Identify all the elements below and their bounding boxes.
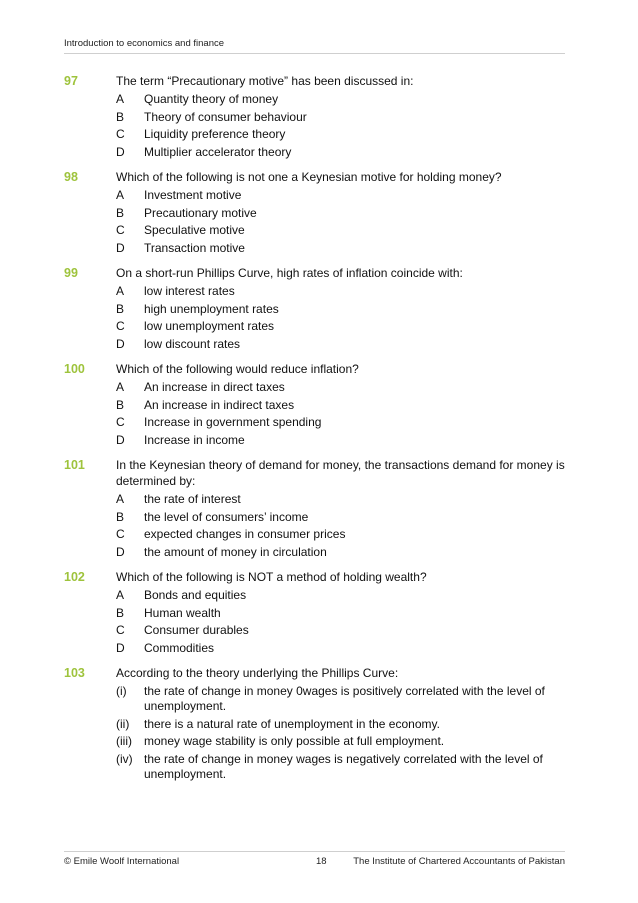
option-text: Consumer durables [144,623,249,637]
option-label: C [116,623,125,637]
option-label: B [116,205,125,220]
header-divider [64,53,565,54]
question-text: Which of the following is NOT a method of holding wealth? [116,570,427,584]
option-b [116,606,565,621]
option-b [116,110,565,125]
option-label: A [116,588,125,602]
question-number: 98 [64,170,78,184]
option-b [116,398,565,413]
question-list [64,73,565,784]
question-100 [64,361,565,448]
option-c [116,527,565,542]
statement-iv [116,752,565,782]
option-text: Transaction motive [144,240,245,255]
question-text: Which of the following would reduce inflation? [116,362,359,376]
option-d [116,433,565,448]
question-text: Which of the following is not one a Keynesian motive for holding money? [116,170,502,184]
option-label: D [116,432,125,447]
option-text: Theory of consumer behaviour [144,109,307,124]
option-label: A [116,380,125,394]
option-b [116,302,565,317]
option-label: A [116,284,125,298]
question-97 [64,73,565,160]
option-a [116,492,565,507]
option-text: Bonds and equities [144,588,247,602]
statement-ii [116,717,565,732]
footer-divider [64,851,565,852]
option-label: D [116,640,125,655]
option-text: Liquidity preference theory [144,127,286,141]
page-number: 18 [316,856,327,867]
option-a [116,284,565,299]
option-d [116,545,565,560]
question-98 [64,169,565,256]
option-label: C [116,415,125,429]
footer-publisher: The Institute of Chartered Accountants of Pakistan [353,856,565,867]
option-label: B [116,509,125,524]
option-label: B [116,109,125,124]
statement-iii [116,734,565,749]
option-text: Human wealth [144,605,221,620]
option-label: D [116,240,125,255]
option-a [116,92,565,107]
statement-text: the rate of change in money 0wages is positively correlated with the level of unemployment. [144,684,545,713]
option-label: D [116,544,125,559]
statement-label: (ii) [116,716,130,731]
option-label: C [116,127,125,141]
question-101 [64,457,565,560]
option-text: Commodities [144,640,215,655]
footer-copyright: © Emile Woolf International [64,856,180,867]
option-text: Increase in income [144,432,245,447]
option-label: D [116,336,125,351]
statement-label: (iii) [116,734,132,748]
question-103 [64,665,565,782]
option-text: Precautionary motive [144,205,257,220]
option-text: Speculative motive [144,223,245,237]
option-label: A [116,188,125,202]
option-c [116,319,565,334]
running-header: Introduction to economics and finance [64,38,225,49]
question-number: 97 [64,74,78,88]
option-text: low interest rates [144,284,235,298]
option-d [116,337,565,352]
option-a [116,380,565,395]
question-number: 101 [64,458,85,472]
option-text: Quantity theory of money [144,92,279,106]
option-label: B [116,397,125,412]
statement-text: there is a natural rate of unemployment in the economy. [144,716,440,731]
option-text: Multiplier accelerator theory [144,144,292,159]
statement-label: (iv) [116,751,133,766]
statement-i [116,684,565,714]
option-c [116,623,565,638]
option-label: A [116,92,125,106]
option-label: B [116,301,125,316]
option-c [116,223,565,238]
option-a [116,188,565,203]
option-label: B [116,605,125,620]
option-b [116,510,565,525]
option-text: low discount rates [144,336,241,351]
question-text: On a short-run Phillips Curve, high rates of inflation coincide with: [116,266,463,280]
option-label: C [116,223,125,237]
statement-label: (i) [116,684,127,698]
option-label: A [116,492,125,506]
option-text: the amount of money in circulation [144,544,327,559]
question-text: In the Keynesian theory of demand for money, the transactions demand for money is determined by: [116,458,565,488]
option-text: the level of consumers’ income [144,509,309,524]
option-text: expected changes in consumer prices [144,527,346,541]
option-d [116,145,565,160]
question-number: 99 [64,266,78,280]
option-text: Increase in government spending [144,415,322,429]
option-b [116,206,565,221]
option-text: low unemployment rates [144,319,275,333]
statement-text: the rate of change in money wages is negatively correlated with the level of unemployment. [144,751,543,781]
option-label: C [116,319,125,333]
question-text: The term “Precautionary motive” has been discussed in: [116,74,414,88]
option-text: An increase in direct taxes [144,380,285,394]
option-text: Investment motive [144,188,242,202]
question-102 [64,569,565,656]
option-label: C [116,527,125,541]
question-number: 100 [64,362,85,376]
option-c [116,127,565,142]
option-text: high unemployment rates [144,301,279,316]
question-number: 103 [64,666,85,680]
option-text: the rate of interest [144,492,241,506]
question-number: 102 [64,570,85,584]
option-a [116,588,565,603]
question-text: According to the theory underlying the Phillips Curve: [116,666,399,680]
running-footer [64,856,565,870]
option-label: D [116,144,125,159]
option-c [116,415,565,430]
option-d [116,641,565,656]
question-99 [64,265,565,352]
option-text: An increase in indirect taxes [144,397,295,412]
statement-text: money wage stability is only possible at full employment. [144,734,445,748]
option-d [116,241,565,256]
